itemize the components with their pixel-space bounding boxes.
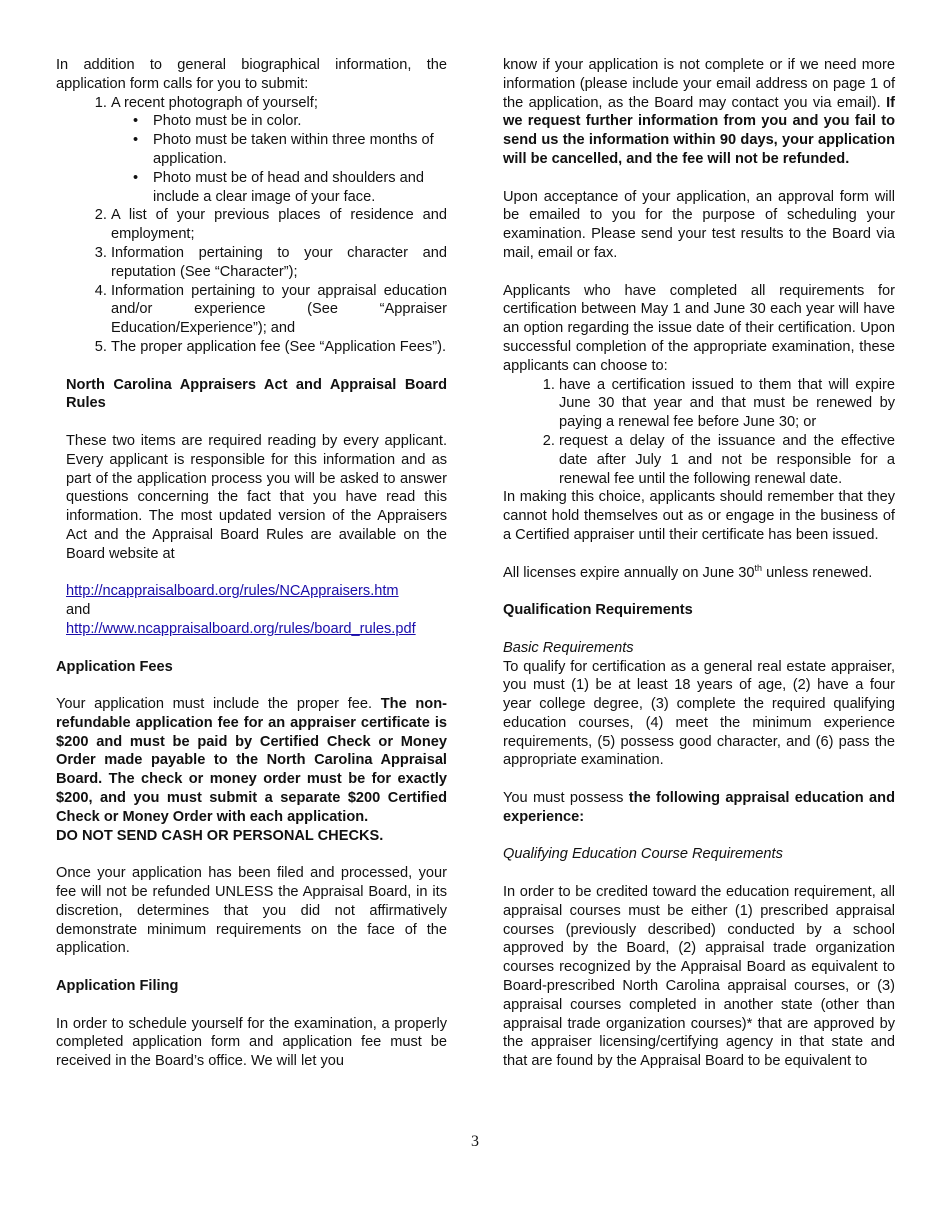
possess-paragraph: You must possess the following appraisal education and experience: [503, 790, 895, 825]
list-item: 3. Information pertaining to your character and reputation (See “Character”); [111, 244, 447, 282]
nc-act-section [56, 376, 447, 639]
continuation-paragraph: know if your application is not complete or if we need more information (please include your email address on page 1 of the application, as the Board may contact you via email). If we request further information from you and you fail to send us the information within 90 days, your application will be cancelled, and the fee will not be refunded. [503, 57, 895, 167]
basic-requirements-heading: Basic Requirements [503, 639, 634, 656]
nc-act-heading: North Carolina Appraisers Act and Appraisal Board Rules [66, 376, 447, 412]
photo-requirements-list [111, 112, 447, 206]
list-item: 1. A recent photograph of yourself; • Photo must be in color. • Photo must be taken within three months of application. • Photo must be of head and shoulders and include a clear image of your face. [111, 94, 447, 207]
nc-act-paragraph: These two items are required reading by every applicant. Every applicant is responsible for this information and as part of the application process you will be asked to answer questions concerning the fact that you have read this information. The most updated version of the Appraisers Act and the Appraisal Board Rules are available on the Board website at [66, 432, 447, 562]
filing-paragraph: In order to schedule yourself for the examination, a properly completed application form and application fee must be received in the Board’s office. We will let you [56, 1015, 447, 1070]
course-requirements-heading: Qualifying Education Course Requirements [503, 846, 783, 863]
list-item: • Photo must be of head and shoulders and include a clear image of your face. [133, 169, 447, 207]
qualification-heading: Qualification Requirements [503, 602, 693, 619]
intro-paragraph: In addition to general biographical information, the application form calls for you to submit: [56, 57, 447, 92]
basic-requirements-paragraph: To qualify for certification as a general real estate appraiser, you must (1) be at least 18 years of age, (2) have a four year college degree, (3) complete the required qualifying education courses, (4) meet the minimum experience requirements, (5) possess good character, and (6) pass the appropriate examination. [503, 658, 895, 769]
choice-paragraph: In making this choice, applicants should remember that they cannot hold themselves out as or engage in the business of a Certified appraiser until their certificate has been issued. [503, 489, 895, 543]
fees-paragraph: Your application must include the proper fee. The non-refundable application fee for an appraiser certificate is $200 and must be paid by Certified Check or Money Order made payable to the North Carolina Appraisal Board. The check or money order must be for exactly $200, and you must submit a separate $200 Certified Check or Money Order with each application. [56, 696, 447, 825]
expiration-paragraph: All licenses expire annually on June 30th unless renewed. [503, 562, 873, 581]
list-item: • Photo must be in color. [133, 112, 447, 131]
board-rules-link[interactable]: http://www.ncappraisalboard.org/rules/board_rules.pdf [66, 620, 416, 637]
right-column [503, 56, 895, 1071]
and-text: and [66, 602, 91, 619]
fees-warning: DO NOT SEND CASH OR PERSONAL CHECKS. [56, 827, 384, 844]
list-item: • Photo must be taken within three months of application. [133, 131, 447, 169]
application-items-list [56, 94, 447, 357]
list-item: 2. request a delay of the issuance and the effective date after July 1 and not be responsible for a renewal fee until the following renewal date. [559, 432, 895, 488]
application-fees-heading: Application Fees [56, 658, 173, 675]
course-requirements-paragraph: In order to be credited toward the education requirement, all appraisal courses must be either (1) prescribed appraisal courses (previously described) conducted by a school approved by the Board, (2) appraisal trade organization courses recognized by the Appraisal Board as equivalent to Board-prescribed North Carolina appraisal courses, or (3) appraisal courses completed in another state (other than appraisal trade organization courses)* that are approved by the appraiser licensing/certifying agency in that state and that are found by the Appraisal Board to be equivalent to [503, 884, 895, 1070]
nc-appraisers-act-link[interactable]: http://ncappraisalboard.org/rules/NCAppraisers.htm [66, 583, 399, 600]
page-number: 3 [471, 1133, 479, 1150]
list-item: 5. The proper application fee (See “Application Fees”). [111, 338, 447, 357]
list-item: 4. Information pertaining to your appraisal education and/or experience (See “Appraiser Education/Experience”); and [111, 282, 447, 338]
certification-options-list [503, 376, 895, 489]
applicants-paragraph: Applicants who have completed all requirements for certification between May 1 and June 30 each year will have an option regarding the issue date of their certification. Upon successful completion of the appropriate examination, these applicants can choose to: [503, 282, 895, 374]
left-column [56, 56, 447, 1071]
application-filing-heading: Application Filing [56, 978, 179, 995]
refund-paragraph: Once your application has been filed and processed, your fee will not be refunded UNLESS the Appraisal Board, in its discretion, determines that you did not affirmatively demonstrate minimum requirements on the face of the application. [56, 865, 447, 957]
list-item: 2. A list of your previous places of residence and employment; [111, 206, 447, 244]
list-item: 1. have a certification issued to them that will expire June 30 that year and that must be renewed by paying a renewal fee before June 30; or [559, 376, 895, 432]
acceptance-paragraph: Upon acceptance of your application, an approval form will be emailed to you for the purpose of scheduling your examination. Please send your test results to the Board via mail, email or fax. [503, 188, 895, 261]
